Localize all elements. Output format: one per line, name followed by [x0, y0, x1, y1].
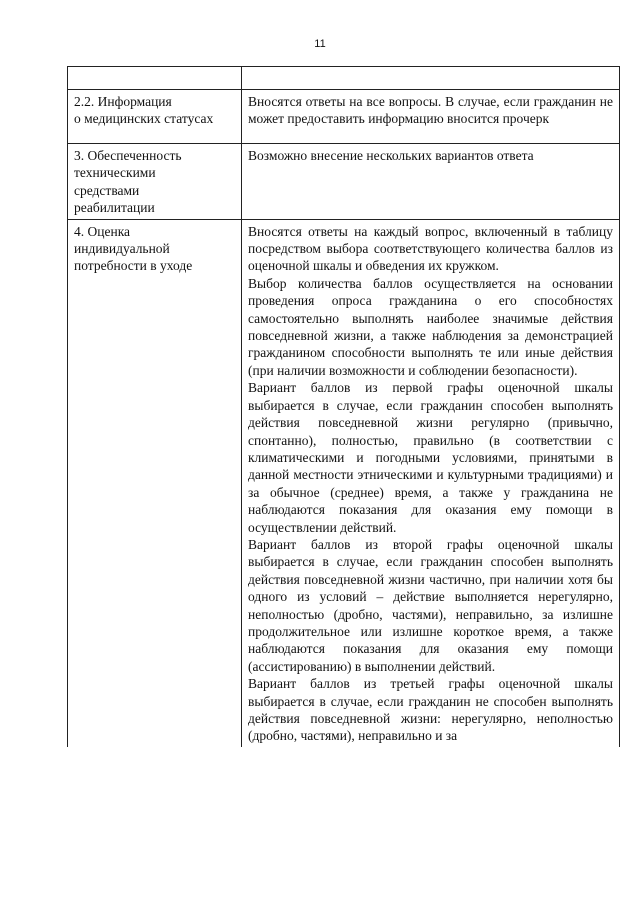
instruction-paragraph: Вариант баллов из второй графы оценочной шкалы выбирается в случае, если гражданин способен выполнять действия повседневной жизни частично, при наличии хотя бы одного из условий – действие выполняется нерегулярно, неполностью (дробно, частями), неправильно, за излишне продолжительное или излишне короткое время, а также наблюдаются показания для оказания ему помощи (ассистированию) в выполнении действий. — [248, 536, 613, 674]
table-row — [68, 144, 620, 220]
info-table — [67, 66, 620, 747]
instruction-paragraph: Возможно внесение нескольких вариантов ответа — [248, 148, 534, 163]
page-number: 11 — [314, 38, 326, 50]
table-cell-right — [242, 67, 620, 90]
section-heading-line: техническими — [74, 165, 156, 181]
table-cell-right — [242, 144, 620, 220]
table-cell-right — [242, 219, 620, 747]
table-cell-left — [68, 219, 242, 747]
table-cell-right — [242, 90, 620, 144]
section-heading-line: средствами — [74, 182, 140, 198]
section-heading-line: потребности в уходе — [74, 258, 193, 274]
table-cell-left — [68, 144, 242, 220]
table-cell-left — [68, 67, 242, 90]
table-cell-left — [68, 90, 242, 144]
instruction-paragraph: Вносятся ответы на каждый вопрос, включенный в таблицу посредством выбора соответствующего количества баллов из оценочной шкалы и обведения их кружком. — [248, 223, 613, 274]
section-heading-line: 4. Оценка — [74, 223, 131, 239]
instruction-paragraph: Вариант баллов из первой графы оценочной шкалы выбирается в случае, если гражданин способен выполнять действия повседневной жизни регулярно (привычно, спонтанно), полностью, правильно (в соответствии с климатическими и погодными условиями, принятыми в данной местности этническими и культурными традициями) и за обычное (среднее) время, а также у гражданина не наблюдаются показания для оказания ему помощи в осуществлении действий. — [248, 380, 613, 535]
section-heading-line: 3. Обеспеченность — [74, 148, 182, 163]
table-row — [68, 90, 620, 144]
section-heading-line: индивидуальной — [74, 241, 170, 257]
section-heading-line: реабилитации — [74, 200, 155, 216]
instruction-paragraph: Вариант баллов из третьей графы оценочной шкалы выбирается в случае, если гражданин не способен выполнять действия повседневной жизни: нерегулярно, неполностью (дробно, частями), неправильно и за — [248, 676, 613, 744]
section-heading-line: о медицинских статусах — [74, 111, 214, 127]
section-heading-line: 2.2. Информация — [74, 94, 172, 109]
instruction-paragraph: Выбор количества баллов осуществляется на основании проведения опроса гражданина о его способностях самостоятельно выполнять наиболее значимые действия повседневной жизни, а также наблюдения за демонстрацией гражданином способности выполнять те или иные действия (при наличии возможности и соблюдении безопасности). — [248, 275, 613, 378]
table-row — [68, 67, 620, 90]
table-row — [68, 219, 620, 747]
instruction-paragraph: Вносятся ответы на все вопросы. В случае, если гражданин не может предоставить информацию вносится прочерк — [248, 94, 613, 127]
